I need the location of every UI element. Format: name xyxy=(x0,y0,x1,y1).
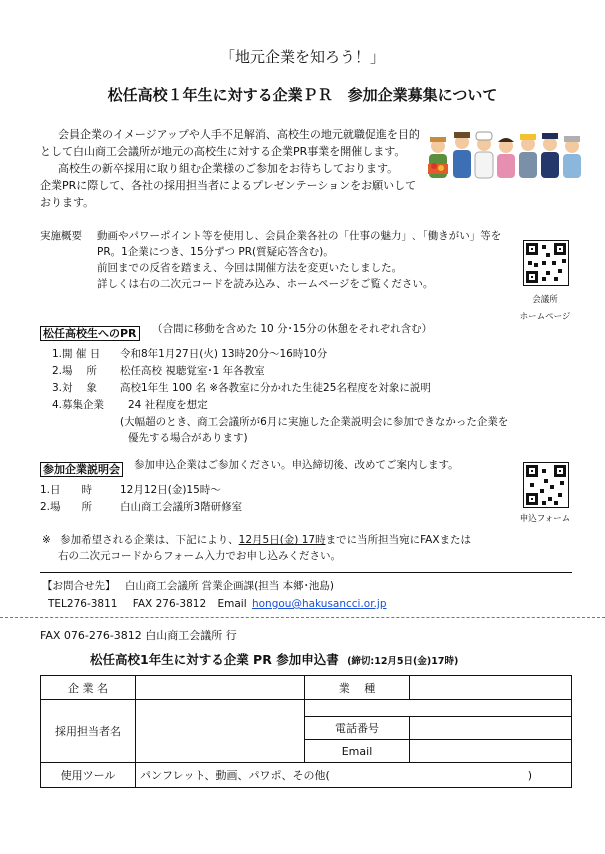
briefing-item-value: 12月12日(金)15時～ xyxy=(120,484,221,496)
application-form-qr-code[interactable] xyxy=(523,462,569,508)
cut-line xyxy=(0,617,605,618)
worker-figure xyxy=(497,138,515,178)
industry-label: 業 種 xyxy=(305,676,410,700)
intro-line: 企業PRに際して、各社の採用担当者によるプレゼンテーションをお願いして xyxy=(40,179,417,192)
contact-email-label: Email xyxy=(217,598,247,610)
catch-phrase: 「地元企業を知ろう！」 xyxy=(219,48,385,66)
notice-text: までに当所担当宛にFAXまたは xyxy=(325,534,472,546)
phone-label: 電話番号 xyxy=(305,717,410,740)
tools-label: 使用ツール xyxy=(41,763,136,788)
form-deadline: (締切:12月5日(金)17時) xyxy=(347,656,459,667)
intro-line: 高校生の新卒採用に取り組む企業様のご参加をお待ちしております。 xyxy=(58,162,399,175)
company-name-field[interactable] xyxy=(136,676,305,700)
worker-figure xyxy=(428,137,448,178)
briefing-section-label: 参加企業説明会 xyxy=(40,462,123,477)
form-title: 松任高校1年生に対する企業 PR 参加申込書 xyxy=(90,652,339,667)
person-field[interactable] xyxy=(136,700,305,763)
pr-item-value: 24 社程度を想定 xyxy=(128,399,208,411)
overview-line: PR。1企業につき、15分ずつ PR(質疑応答含む)。 xyxy=(97,246,334,258)
fax-destination: FAX 076-276-3812 白山商工会議所 行 xyxy=(40,629,237,642)
person-spacer xyxy=(305,700,572,717)
qr-caption: 会議所 xyxy=(532,295,558,305)
briefing-item-value: 白山商工会議所3階研修室 xyxy=(120,501,243,513)
overview-label: 実施概要 xyxy=(40,230,82,242)
page-title: 松任高校１年生に対する企業ＰＲ 参加企業募集について xyxy=(107,86,498,104)
contact-label: 【お問合せ先】 xyxy=(42,580,116,592)
contact-org: 白山商工会議所 営業企画課(担当 本郷･池島) xyxy=(124,580,334,592)
workers-illustration xyxy=(424,128,582,184)
pr-sub-note: (大幅超のとき、商工会議所が6月に実施した企業説明会に参加できなかった企業を xyxy=(120,416,509,428)
application-form-table xyxy=(40,675,572,788)
worker-figure xyxy=(541,133,559,178)
divider xyxy=(40,572,572,573)
pr-section-label: 松任高校生へのPR xyxy=(40,326,140,341)
worker-figure xyxy=(519,134,537,178)
pr-sub-note: 優先する場合があります) xyxy=(128,432,248,444)
overview-line: 前回までの反省を踏まえ、今回は開催方法を変更いたしました。 xyxy=(97,262,403,274)
table-row xyxy=(41,763,572,788)
contact-fax: FAX 276-3812 xyxy=(132,598,207,610)
email-field[interactable] xyxy=(410,740,572,763)
pr-item-value: 松任高校 視聴覚室･1 年各教室 xyxy=(120,365,265,377)
intro-line: 会員企業のイメージアップや人手不足解消、高校生の地元就職促進を目的 xyxy=(58,128,420,141)
table-row xyxy=(41,700,572,717)
pr-item-key: 2.場 所 xyxy=(52,365,97,377)
briefing-text: 参加申込企業はご参加ください。申込締切後、改めてご案内します。 xyxy=(134,459,459,471)
worker-figure xyxy=(453,132,471,178)
overview-line: 詳しくは右の二次元コードを読み込み、ホームページをご覧ください。 xyxy=(97,278,434,290)
pr-item-key: 3.対 象 xyxy=(52,382,97,394)
notice-text: 参加希望される企業は、下記により、 xyxy=(60,534,239,546)
pr-note: （合間に移動を含めた 10 分･15分の休憩をそれぞれ含む） xyxy=(152,323,433,335)
notice-deadline: 12月5日(金) 17時 xyxy=(238,534,326,546)
worker-figure xyxy=(475,132,493,178)
overview-line: 動画やパワーポイント等を使用し、会員企業各社の「仕事の魅力」､「働きがい」等を xyxy=(97,230,502,242)
tools-field[interactable]: パンフレット、動画、パワポ、その他( ) xyxy=(136,763,572,788)
qr-caption: 申込フォーム xyxy=(519,514,571,524)
pr-item-key: 1.開 催 日 xyxy=(52,348,101,360)
intro-line: として白山商工会議所が地元の高校生に対する企業PR事業を開催します。 xyxy=(40,145,406,158)
qr-caption: ホームページ xyxy=(519,312,571,322)
contact-tel: TEL276-3811 xyxy=(48,598,118,610)
intro-line: おります。 xyxy=(40,196,95,209)
email-label: Email xyxy=(305,740,410,763)
contact-email-link[interactable]: hongou@hakusancci.or.jp xyxy=(251,598,387,610)
table-row xyxy=(41,676,572,700)
briefing-item-key: 2.場 所 xyxy=(40,501,93,513)
pr-item-value: 高校1年生 100 名 ※各教室に分かれた生徒25名程度を対象に説明 xyxy=(120,382,431,394)
pr-item-key: 4.募集企業 xyxy=(52,399,105,411)
company-name-label: 企 業 名 xyxy=(41,676,136,700)
industry-field[interactable] xyxy=(410,676,572,700)
homepage-qr-code[interactable] xyxy=(523,240,569,286)
phone-field[interactable] xyxy=(410,717,572,740)
worker-figure xyxy=(563,136,581,178)
notice-mark: ※ xyxy=(42,534,51,546)
briefing-item-key: 1.日 時 xyxy=(40,484,93,496)
notice-text: 右の二次元コードからフォーム入力でお申し込みください。 xyxy=(58,550,341,562)
person-label: 採用担当者名 xyxy=(41,700,136,763)
pr-item-value: 令和8年1月27日(火) 13時20分～16時10分 xyxy=(120,348,328,360)
